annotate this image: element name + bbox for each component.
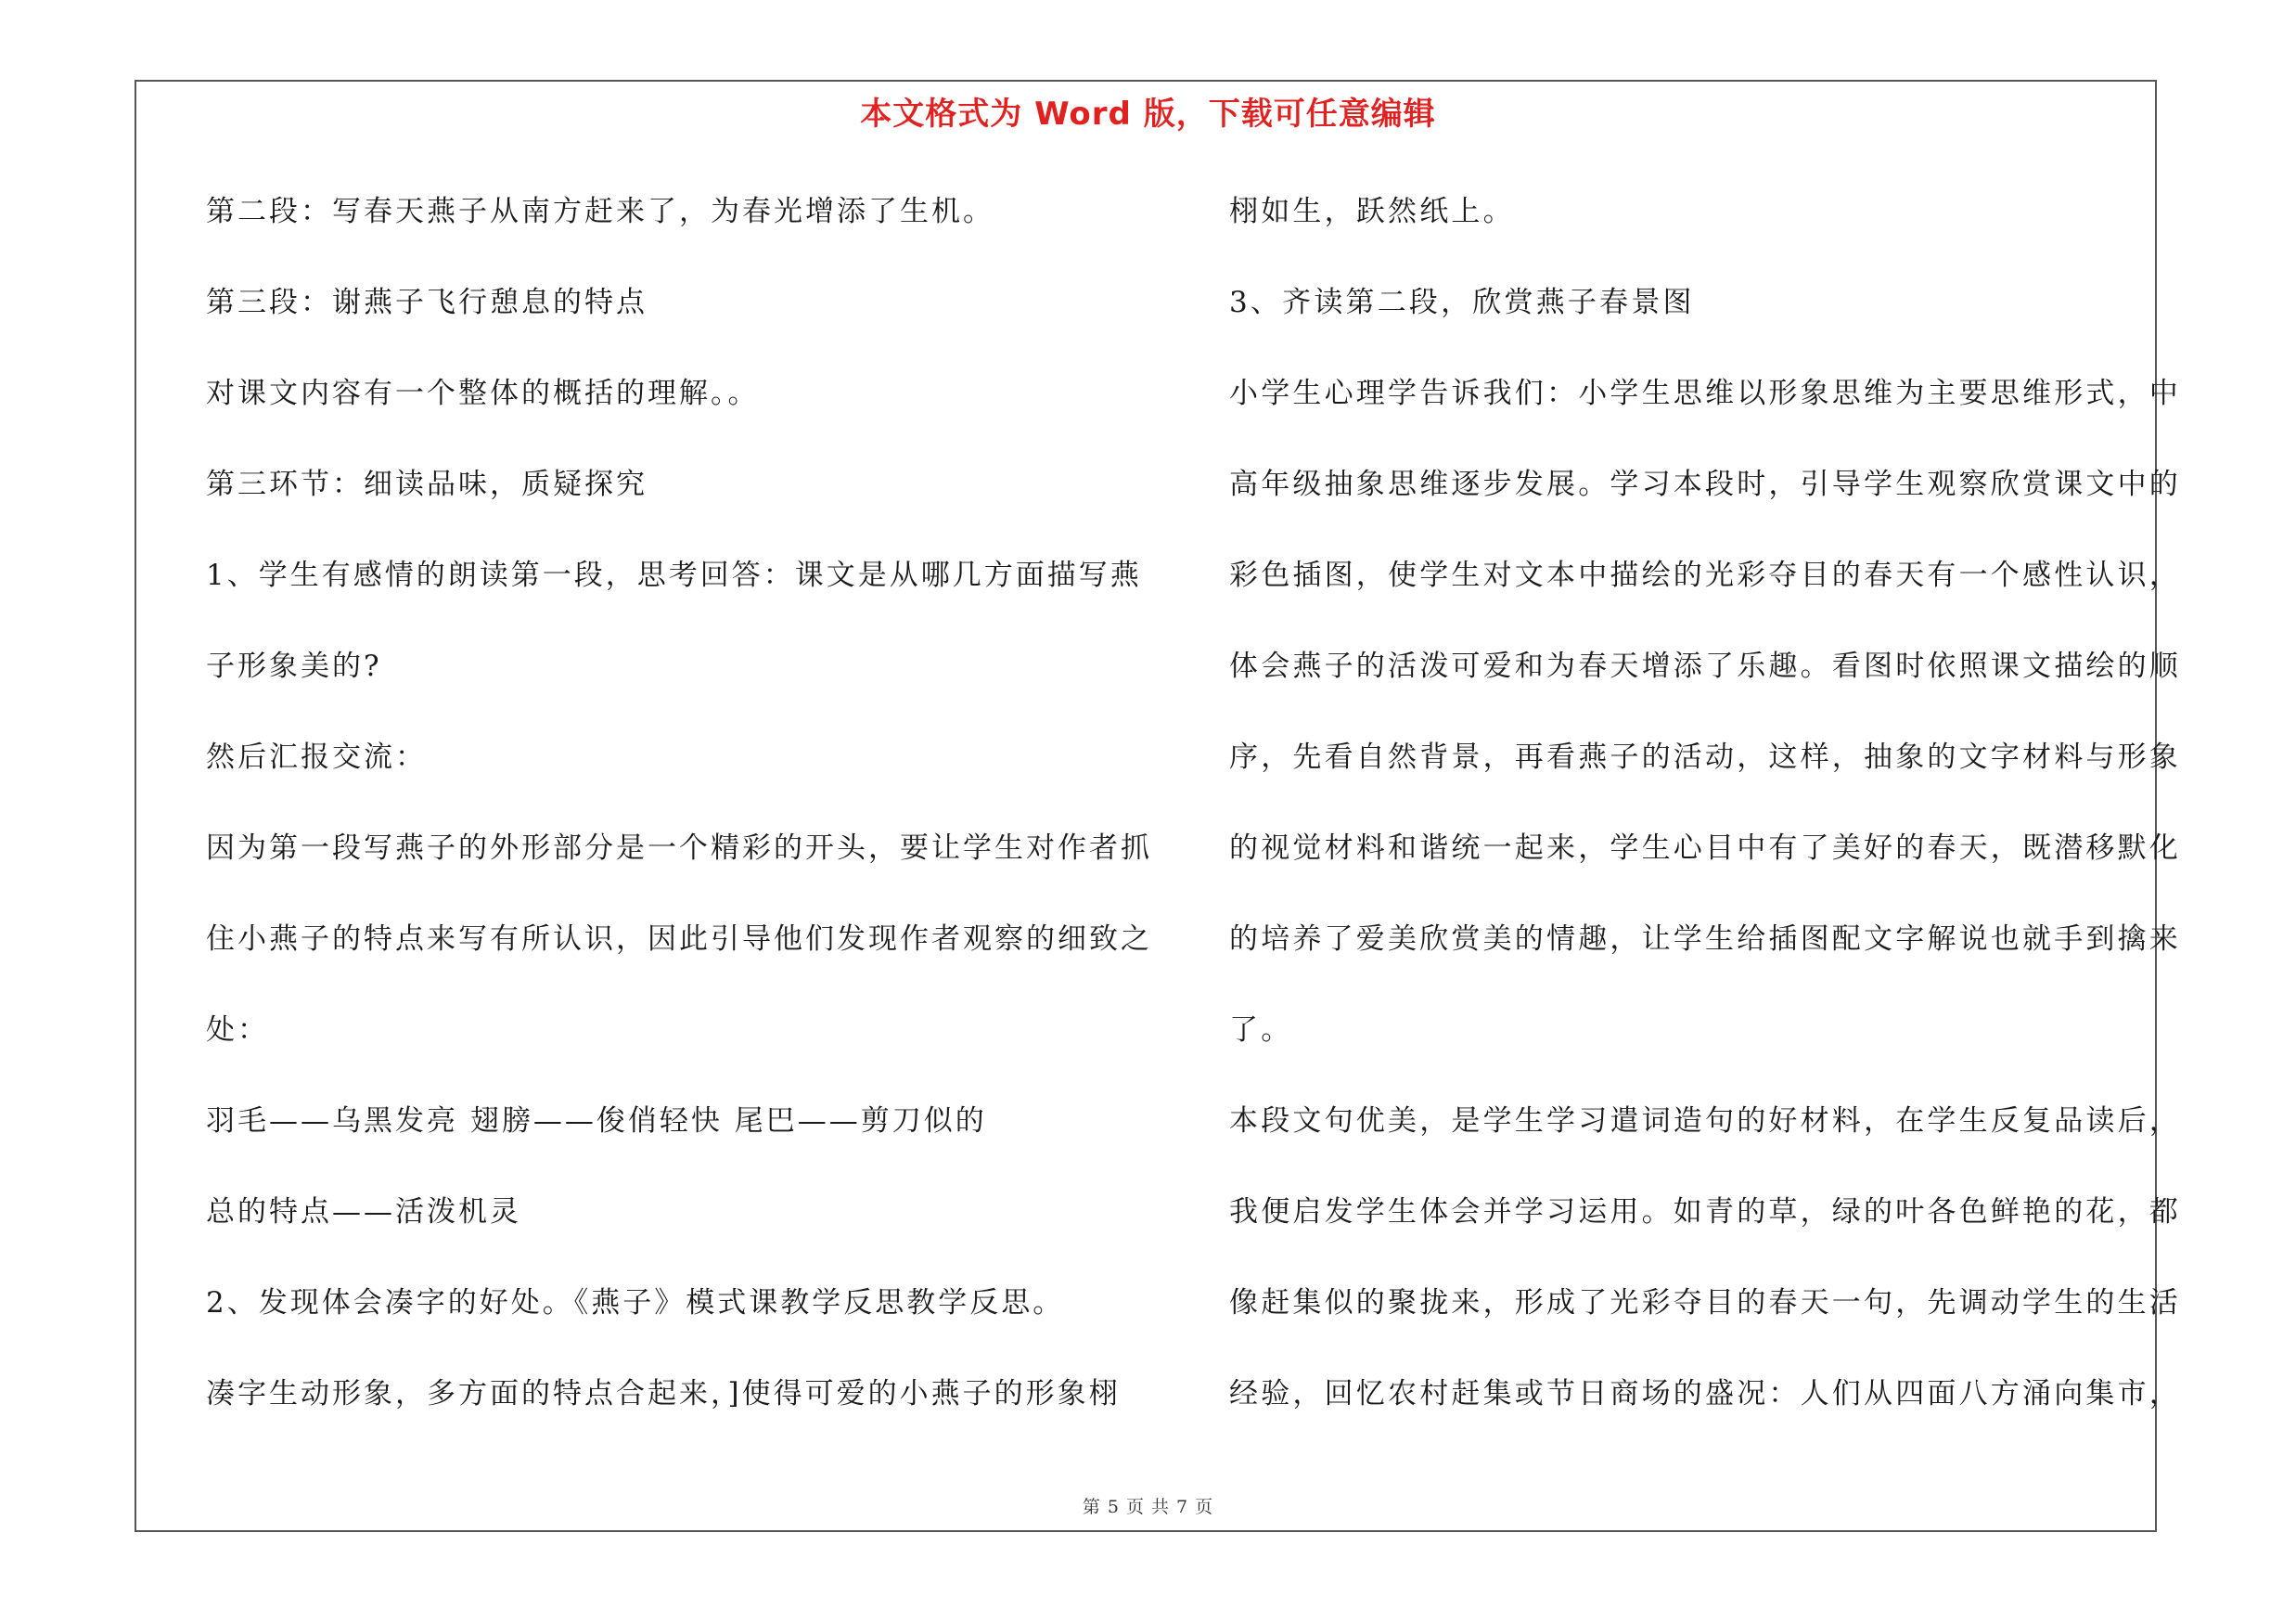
text-line: 因为第一段写燕子的外形部分是一个精彩的开头，要让学生对作者抓 [206,831,1152,865]
text-line: 住小燕子的特点来写有所认识，因此引导他们发现作者观察的细致之 [206,922,1152,956]
text-line: 然后汇报交流： [206,741,427,774]
left-text-column [206,186,1152,1459]
text-line: 第二段：写春天燕子从南方赶来了，为春光增添了生机。 [206,195,994,228]
text-line: 3、齐读第二段，欣赏燕子春景图 [1229,286,1695,319]
text-line: 本段文句优美，是学生学习遣词造句的好材料，在学生反复品读后， [1229,1104,2181,1138]
text-line: 高年级抽象思维逐步发展。学习本段时，引导学生观察欣赏课文中的 [1229,468,2181,501]
text-line: 对课文内容有一个整体的概括的理解。。 [206,377,760,410]
text-line: 总的特点——活泼机灵 [206,1195,521,1229]
text-line: 的视觉材料和谐统一起来，学生心目中有了美好的春天，既潜移默化 [1229,831,2181,865]
text-line: 第三段：谢燕子飞行憩息的特点 [206,286,648,319]
text-line: 栩如生，跃然纸上。 [1229,195,1515,228]
text-line: 彩色插图，使学生对文本中描绘的光彩夺目的春天有一个感性认识， [1229,559,2181,592]
text-line: 第三环节：细读品味，质疑探究 [206,468,648,501]
right-text-column [1229,186,2181,1459]
text-line: 2、发现体会凑字的好处。《燕子》模式课教学反思教学反思。 [206,1286,1065,1320]
text-line: 子形象美的? [206,650,382,683]
text-line: 序，先看自然背景，再看燕子的活动，这样，抽象的文字材料与形象 [1229,741,2181,774]
text-line: 小学生心理学告诉我们：小学生思维以形象思维为主要思维形式，中 [1229,377,2181,410]
text-line: 了。 [1229,1013,1293,1047]
text-line: 凑字生动形象，多方面的特点合起来，]使得可爱的小燕子的形象栩 [206,1377,1121,1410]
text-line: 经验，回忆农村赶集或节日商场的盛况：人们从四面八方涌向集市， [1229,1377,2181,1410]
text-line: 羽毛——乌黑发亮 翅膀——俊俏轻快 尾巴——剪刀似的 [206,1104,987,1138]
page-number: 第 5 页 共 7 页 [1082,1497,1214,1517]
text-line: 1、学生有感情的朗读第一段，思考回答：课文是从哪几方面描写燕 [206,559,1142,592]
text-line: 我便启发学生体会并学习运用。如青的草，绿的叶各色鲜艳的花，都 [1229,1195,2181,1229]
text-line: 像赶集似的聚拢来，形成了光彩夺目的春天一句，先调动学生的生活 [1229,1286,2181,1320]
text-line: 处： [206,1013,269,1047]
word-format-notice: 本文格式为 Word 版，下载可任意编辑 [860,96,1436,133]
text-line: 的培养了爱美欣赏美的情趣，让学生给插图配文字解说也就手到擒来 [1229,922,2181,956]
text-line: 体会燕子的活泼可爱和为春天增添了乐趣。看图时依照课文描绘的顺 [1229,650,2181,683]
